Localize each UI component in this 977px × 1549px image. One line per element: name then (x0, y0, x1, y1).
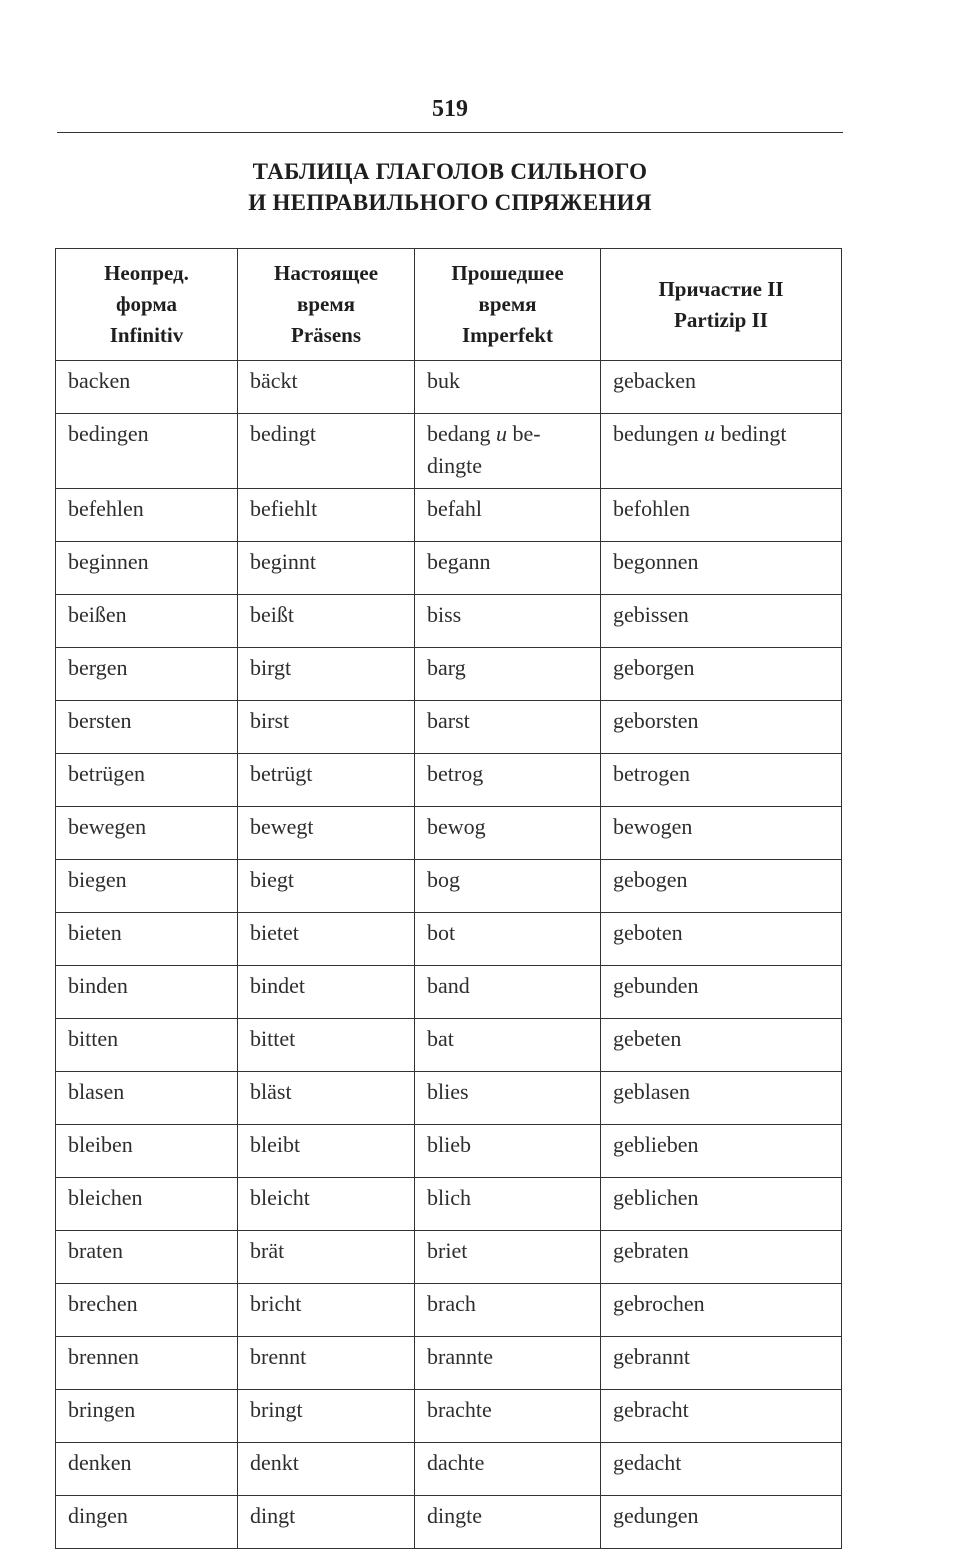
cell-praesens: bleibt (238, 1125, 415, 1178)
cell-infinitiv: bleichen (56, 1178, 238, 1231)
cell-infinitiv: befehlen (56, 489, 238, 542)
cell-partizip: gebogen (601, 860, 842, 913)
cell-partizip: gebracht (601, 1390, 842, 1443)
table-row (56, 1443, 842, 1496)
cell-imperfekt: blich (415, 1178, 601, 1231)
cell-infinitiv: beißen (56, 595, 238, 648)
table-row (56, 1231, 842, 1284)
cell-praesens: bittet (238, 1019, 415, 1072)
page-title (0, 156, 900, 218)
table-row (56, 361, 842, 414)
cell-imperfekt: bot (415, 913, 601, 966)
cell-partizip: gebacken (601, 361, 842, 414)
cell-praesens: bläst (238, 1072, 415, 1125)
cell-praesens: bedingt (238, 414, 415, 489)
cell-imperfekt: biss (415, 595, 601, 648)
cell-praesens: bringt (238, 1390, 415, 1443)
table-row (56, 966, 842, 1019)
partizip-part: bedungen (613, 421, 705, 446)
cell-partizip: begonnen (601, 542, 842, 595)
cell-imperfekt: begann (415, 542, 601, 595)
cell-partizip: betrogen (601, 754, 842, 807)
table-row (56, 1072, 842, 1125)
cell-praesens: denkt (238, 1443, 415, 1496)
cell-imperfekt: dingte (415, 1496, 601, 1549)
table-row (56, 489, 842, 542)
header-line: время (296, 292, 355, 316)
header-line: Настоящее (273, 261, 379, 285)
header-line: форма (115, 292, 178, 316)
cell-praesens: birgt (238, 648, 415, 701)
header-line: Причастие II (658, 276, 784, 301)
cell-infinitiv: bieten (56, 913, 238, 966)
table-row (56, 414, 842, 489)
cell-partizip: gebissen (601, 595, 842, 648)
cell-imperfekt: bat (415, 1019, 601, 1072)
cell-partizip: geblichen (601, 1178, 842, 1231)
cell-imperfekt: brach (415, 1284, 601, 1337)
cell-partizip: gebrochen (601, 1284, 842, 1337)
table-row (56, 1125, 842, 1178)
imperfekt-part: bedang (427, 421, 497, 446)
cell-infinitiv: beginnen (56, 542, 238, 595)
cell-infinitiv: binden (56, 966, 238, 1019)
cell-partizip: geborgen (601, 648, 842, 701)
header-infinitiv (56, 249, 238, 361)
cell-praesens: bewegt (238, 807, 415, 860)
cell-partizip: gedacht (601, 1443, 842, 1496)
cell-infinitiv: bringen (56, 1390, 238, 1443)
cell-infinitiv: blasen (56, 1072, 238, 1125)
cell-praesens: brennt (238, 1337, 415, 1390)
cell-infinitiv: bewegen (56, 807, 238, 860)
cell-infinitiv: bleiben (56, 1125, 238, 1178)
cell-imperfekt: barst (415, 701, 601, 754)
cell-infinitiv: brennen (56, 1337, 238, 1390)
cell-imperfekt: dachte (415, 1443, 601, 1496)
verb-table (55, 248, 842, 1549)
cell-praesens: bricht (238, 1284, 415, 1337)
table-row (56, 754, 842, 807)
header-line: Неопред. (104, 261, 189, 285)
page-number: 519 (432, 96, 468, 122)
conjunction: и (704, 421, 716, 446)
table-header-row (56, 249, 842, 361)
cell-partizip: gebrannt (601, 1337, 842, 1390)
header-line: Imperfekt (462, 323, 553, 347)
table-row (56, 1178, 842, 1231)
table-row (56, 595, 842, 648)
header-line: Infinitiv (109, 323, 184, 347)
cell-praesens: betrügt (238, 754, 415, 807)
table-row (56, 1019, 842, 1072)
table-row (56, 701, 842, 754)
cell-infinitiv: betrügen (56, 754, 238, 807)
cell-imperfekt: barg (415, 648, 601, 701)
header-line: Präsens (291, 323, 361, 347)
cell-partizip: befohlen (601, 489, 842, 542)
cell-imperfekt: buk (415, 361, 601, 414)
cell-partizip: geboten (601, 913, 842, 966)
cell-partizip: gedungen (601, 1496, 842, 1549)
cell-infinitiv: biegen (56, 860, 238, 913)
cell-praesens: bleicht (238, 1178, 415, 1231)
table-row (56, 1390, 842, 1443)
table-row (56, 807, 842, 860)
cell-infinitiv: dingen (56, 1496, 238, 1549)
cell-partizip: geborsten (601, 701, 842, 754)
cell-imperfekt: brachte (415, 1390, 601, 1443)
cell-imperfekt: blieb (415, 1125, 601, 1178)
header-line: время (478, 292, 537, 316)
cell-infinitiv: braten (56, 1231, 238, 1284)
header-line: Partizip II (674, 307, 768, 332)
table-row (56, 860, 842, 913)
table-row (56, 542, 842, 595)
cell-partizip: gebraten (601, 1231, 842, 1284)
cell-imperfekt: bog (415, 860, 601, 913)
table-row (56, 648, 842, 701)
cell-praesens: bindet (238, 966, 415, 1019)
cell-praesens: bietet (238, 913, 415, 966)
header-rule (57, 132, 843, 133)
cell-infinitiv: bitten (56, 1019, 238, 1072)
cell-imperfekt: briet (415, 1231, 601, 1284)
cell-infinitiv: bersten (56, 701, 238, 754)
cell-imperfekt: brannte (415, 1337, 601, 1390)
cell-partizip: geblasen (601, 1072, 842, 1125)
table-row (56, 1496, 842, 1549)
cell-imperfekt (415, 414, 601, 489)
table-row (56, 913, 842, 966)
header-imperfekt (415, 249, 601, 361)
cell-praesens: biegt (238, 860, 415, 913)
cell-partizip: gebeten (601, 1019, 842, 1072)
cell-partizip: geblieben (601, 1125, 842, 1178)
conjunction: и (496, 421, 508, 446)
imperfekt-part: be- (507, 421, 541, 446)
header-praesens (238, 249, 415, 361)
cell-partizip: gebunden (601, 966, 842, 1019)
imperfekt-part: dingte (427, 453, 482, 478)
cell-infinitiv: backen (56, 361, 238, 414)
cell-praesens: beginnt (238, 542, 415, 595)
cell-infinitiv: brechen (56, 1284, 238, 1337)
cell-imperfekt: befahl (415, 489, 601, 542)
cell-partizip (601, 414, 842, 489)
header-line: Прошедшее (451, 261, 564, 285)
cell-praesens: bäckt (238, 361, 415, 414)
cell-praesens: beißt (238, 595, 415, 648)
cell-imperfekt: band (415, 966, 601, 1019)
table-row (56, 1284, 842, 1337)
cell-partizip: bewogen (601, 807, 842, 860)
cell-praesens: brät (238, 1231, 415, 1284)
title-line-2: И НЕПРАВИЛЬНОГО СПРЯЖЕНИЯ (248, 190, 652, 215)
header-partizip (601, 249, 842, 361)
cell-infinitiv: denken (56, 1443, 238, 1496)
cell-praesens: dingt (238, 1496, 415, 1549)
cell-imperfekt: blies (415, 1072, 601, 1125)
cell-imperfekt: bewog (415, 807, 601, 860)
partizip-part: bedingt (715, 421, 787, 446)
table-row (56, 1337, 842, 1390)
title-line-1: ТАБЛИЦА ГЛАГОЛОВ СИЛЬНОГО (252, 159, 648, 184)
cell-infinitiv: bedingen (56, 414, 238, 489)
cell-infinitiv: bergen (56, 648, 238, 701)
cell-praesens: birst (238, 701, 415, 754)
cell-praesens: befiehlt (238, 489, 415, 542)
cell-imperfekt: betrog (415, 754, 601, 807)
